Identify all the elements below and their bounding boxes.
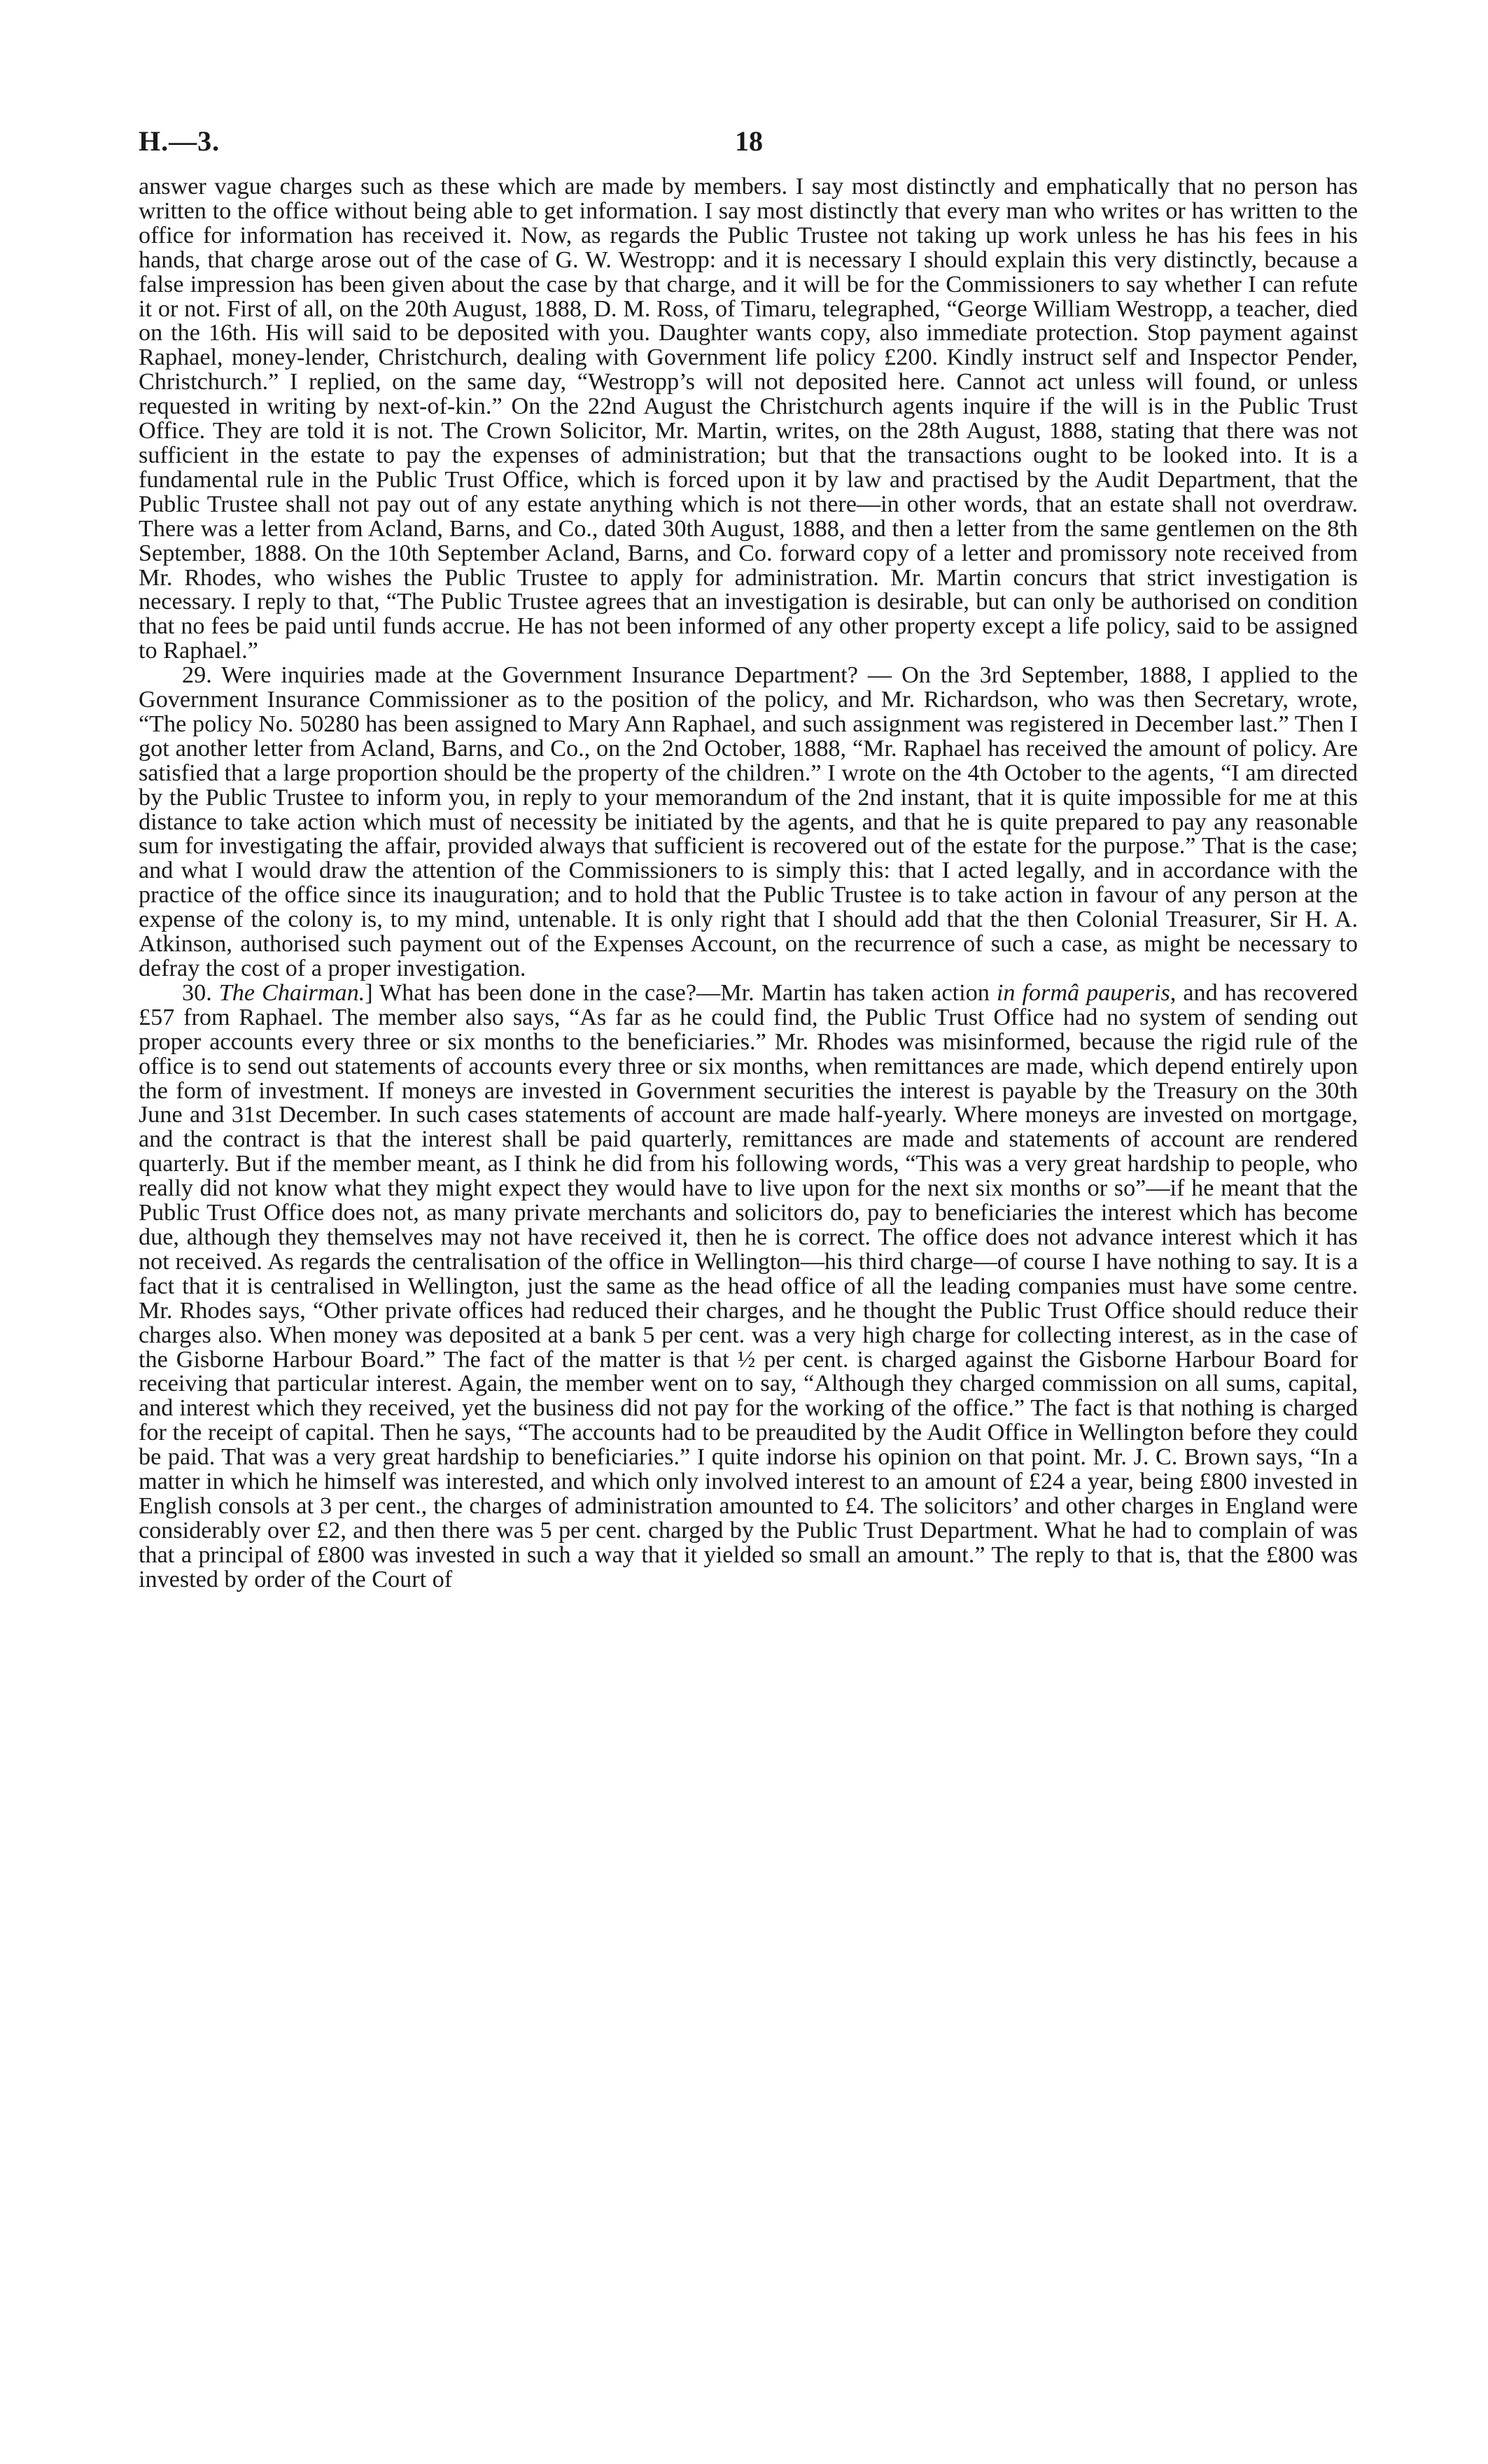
speaker-name: The Chairman. (218, 979, 365, 1006)
question-number: 30. (182, 979, 219, 1006)
body-text (139, 175, 1358, 1592)
paragraph-question-29 (139, 664, 1358, 981)
paragraph-text: 29. Were inquiries made at the Government Insurance Department? — On the 3rd September, 1888, I applied to the Government Insurance Commissioner as to the position of the policy, and Mr. Richardson, who was then Secretary, wrote, “The policy No. 50280 has been assigned to Mary Ann Raphael, and such assignment was registered in December last.” Then I got another letter from Acland, Barns, and Co., on the 2nd October, 1888, “Mr. Raphael has received the amount of policy. Are satisfied that a large proportion should be the property of the children.” I wrote on the 4th October to the agents, “I am directed by the Public Trustee to inform you, in reply to your memorandum of the 2nd instant, that it is quite impossible for me at this distance to take action which must of necessity be initiated by the agents, and that he is quite prepared to pay any reasonable sum for investigating the affair, provided always that sufficient is recovered out of the estate for the purpose.” That is the case; and what I would draw the attention of the Commissioners to is simply this: that I acted legally, and in accordance with the practice of the office since its inauguration; and to hold that the Public Trustee is to take action in favour of any person at the expense of the colony is, to my mind, untenable. It is only right that I should add that the then Colonial Treasurer, Sir H. A. Atkinson, authorised such payment out of the Expenses Account, on the recurrence of such a case, as might be necessary to defray the cost of a proper investigation. (139, 662, 1358, 981)
document-page (139, 119, 1358, 1592)
paragraph-text: ] What has been done in the case?—Mr. Martin has taken action (365, 979, 997, 1006)
latin-phrase: in formâ pauperis (996, 979, 1170, 1006)
running-header (139, 119, 1358, 175)
paragraph-continued (139, 175, 1358, 664)
paragraph-question-30 (139, 981, 1358, 1592)
paragraph-text: , and has recovered £57 from Raphael. The member also says, “As far as he could find, the Public Trust Office had no system of sending out proper accounts every three or six months to the beneficiaries.” Mr. Rhodes was misinformed, because the rigid rule of the office is to send out statements of accounts every three or six months, when remittances are made, which depend entirely upon the form of investment. If moneys are invested in Government securities the interest is payable by the Treasury on the 30th June and 31st December. In such cases statements of account are made half-yearly. Where moneys are invested on mortgage, and the contract is that the interest shall be paid quarterly, remittances are made and statements of account are rendered quarterly. But if the member meant, as I think he did from his following words, “This was a very great hardship to people, who really did not know what they might expect they would have to live upon for the next six months or so”—if he meant that the Public Trust Office does not, as many private merchants and solicitors do, pay to beneficiaries the interest which has become due, although they themselves may not have received it, then he is correct. The office does not advance interest which it has not received. As regards the centralisation of the office in Wellington—his third charge—of course I have nothing to say. It is a fact that it is centralised in Wellington, just the same as the head office of all the leading companies must have some centre. Mr. Rhodes says, “Other private offices had reduced their charges, and he thought the Public Trust Office should reduce their charges also. When money was deposited at a bank 5 per cent. was a very high charge for collecting interest, as in the case of the Gisborne Harbour Board.” The fact of the matter is that ½ per cent. is charged against the Gisborne Harbour Board for receiving that particular interest. Again, the member went on to say, “Although they charged commission on all sums, capital, and interest which they received, yet the business did not pay for the working of the office.” The fact is that nothing is charged for the receipt of capital. Then he says, “The accounts had to be preaudited by the Audit Office in Wellington before they could be paid. That was a very great hardship to beneficiaries.” I quite indorse his opinion on that point. Mr. J. C. Brown says, “In a matter in which he himself was interested, and which only involved interest to an amount of £24 a year, being £800 invested in English consols at 3 per cent., the charges of administration amounted to £4. The solicitors’ and other charges in England were considerably over £2, and then there was 5 per cent. charged by the Public Trust Department. What he had to complain of was that a principal of £800 was invested in such a way that it yielded so small an amount.” The reply to that is, that the £800 was invested by order of the Court of (139, 979, 1359, 1592)
document-reference: H.—3. (139, 125, 220, 157)
page-number: 18 (735, 125, 763, 157)
paragraph-text: answer vague charges such as these which are made by members. I say most distinctly and emphatically that no person has written to the office without being able to get information. I say most distinctly that every man who writes or has written to the office for information has received it. Now, as regards the Public Trustee not taking up work unless he has his fees in his hands, that charge arose out of the case of G. W. Westropp: and it is necessary I should explain this very distinctly, because a false impression has been given about the case by that charge, and it will be for the Commissioners to say whether I can refute it or not. First of all, on the 20th August, 1888, D. M. Ross, of Timaru, telegraphed, “George William Westropp, a teacher, died on the 16th. His will said to be deposited with you. Daughter wants copy, also immediate protection. Stop payment against Raphael, money-lender, Christchurch, dealing with Government life policy £200. Kindly instruct self and Inspector Pender, Christchurch.” I replied, on the same day, “Westropp’s will not deposited here. Cannot act unless will found, or unless requested in writing by next-of-kin.” On the 22nd August the Christchurch agents inquire if the will is in the Public Trust Office. They are told it is not. The Crown Solicitor, Mr. Martin, writes, on the 28th August, 1888, stating that there was not sufficient in the estate to pay the expenses of administration; but that the transactions ought to be looked into. It is a fundamental rule in the Public Trust Office, which is forced upon it by law and practised by the Audit Department, that the Public Trustee shall not pay out of any estate anything which is not there—in other words, that an estate shall not overdraw. There was a letter from Acland, Barns, and Co., dated 30th August, 1888, and then a letter from the same gentlemen on the 8th September, 1888. On the 10th September Acland, Barns, and Co. forward copy of a letter and promissory note received from Mr. Rhodes, who wishes the Public Trustee to apply for administration. Mr. Martin concurs that strict investigation is necessary. I reply to that, “The Public Trustee agrees that an investigation is desirable, but can only be authorised on condition that no fees be paid until funds accrue. He has not been informed of any other property except a life policy, said to be assigned to Raphael.” (139, 174, 1358, 664)
